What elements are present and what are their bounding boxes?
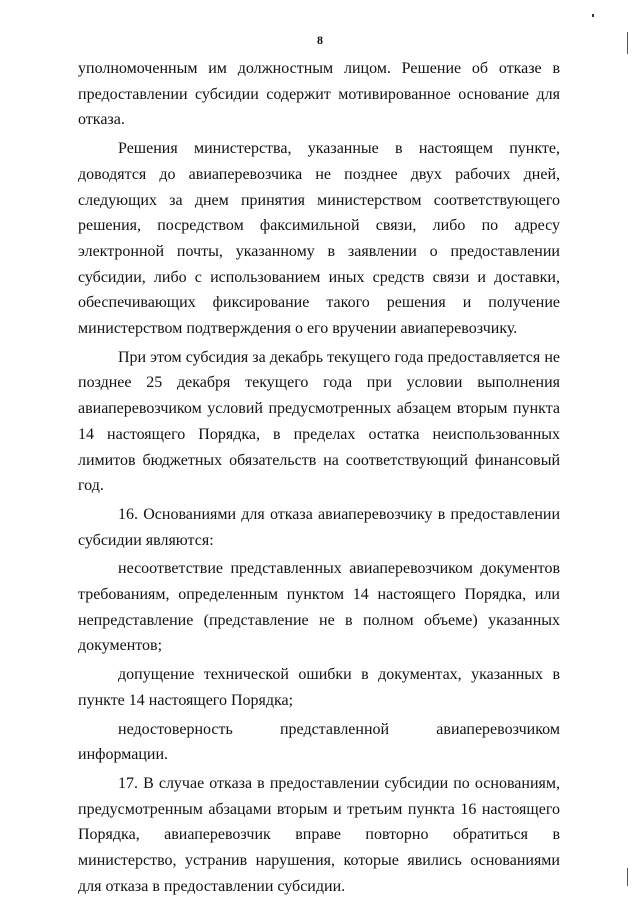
paragraph: 17. В случае отказа в предоставлении субсидии по основаниям, предусмотренным абзацами вторым и третьим пункта 16 настоящего Порядка, авиаперевозчик вправе повторно обратиться в министерство, устранив нарушения, которые явились основаниями для отказа в предоставлении субсидии. (78, 774, 560, 895)
paragraph: несоответствие представленных авиаперевозчиком документов требованиям, определенным пунктом 14 настоящего Порядка, или непредставление (представление не в полном объеме) указанных документов; (78, 560, 560, 655)
document-body (78, 56, 560, 900)
scan-artifact (592, 14, 594, 17)
paragraph: 16. Основаниями для отказа авиаперевозчику в предоставлении субсидии являются: (78, 505, 560, 549)
page-edge-artifact (627, 868, 628, 886)
paragraph: При этом субсидия за декабрь текущего года предоставляется не позднее 25 декабря текущего года при условии выполнения авиаперевозчиком условий предусмотренных абзацем вторым пункта 14 настоящего Порядка, в пределах остатка неиспользованных лимитов бюджетных обязательств на соответствующий финансовый год. (78, 348, 560, 495)
page-number: 8 (317, 33, 323, 47)
paragraph: Решения министерства, указанные в настоящем пункте, доводятся до авиаперевозчика не позднее двух рабочих дней, следующих за днем принятия министерством соответствующего решения, посредством факсимильной связи, либо по адресу электронной почты, указанному в заявлении о предоставлении субсидии, либо с использованием иных средств связи и доставки, обеспечивающих фиксирование такого решения и получение министерством подтверждения о его вручении авиаперевозчику. (78, 140, 560, 338)
paragraph: допущение технической ошибки в документах, указанных в пункте 14 настоящего Порядка; (78, 666, 560, 709)
paragraph: недостоверность представленной авиаперевозчиком информации. (78, 720, 560, 764)
paragraph: уполномоченным им должностным лицом. Решение об отказе в предоставлении субсидии содержит мотивированное основание для отказа. (78, 60, 560, 129)
